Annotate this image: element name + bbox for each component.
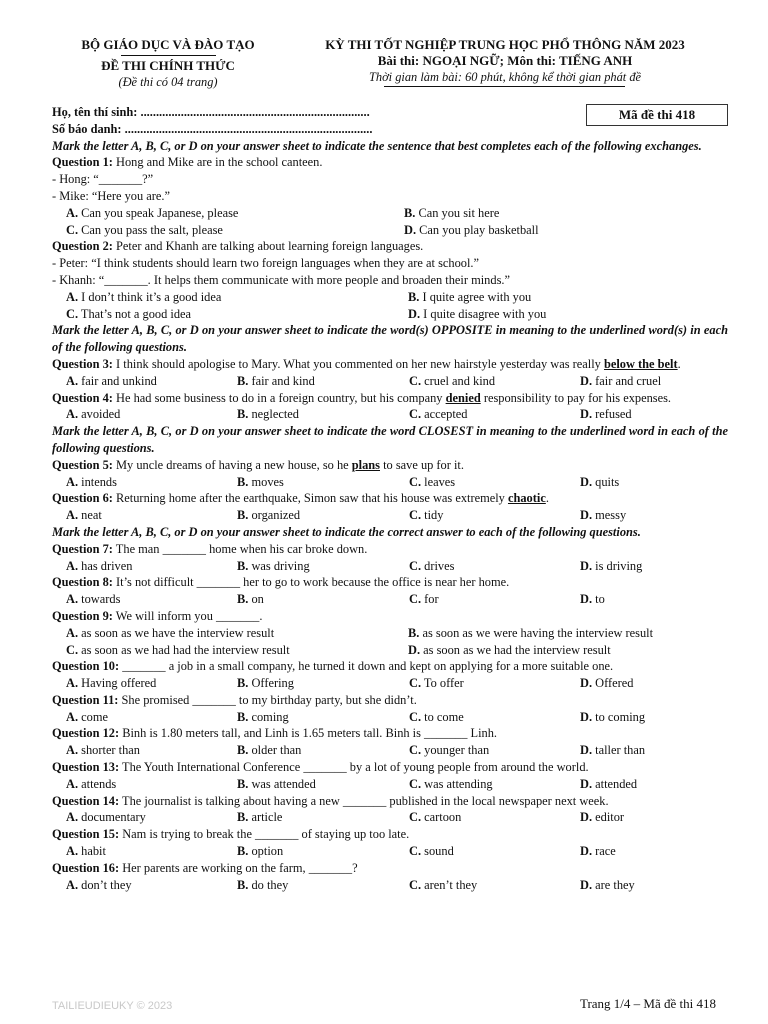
option-d: D. Can you play basketball bbox=[404, 222, 539, 237]
question-label: Question 2: bbox=[52, 239, 113, 254]
option-a: A. as soon as we have the interview result bbox=[66, 625, 275, 640]
options-row bbox=[52, 776, 728, 793]
option-b: B. was driving bbox=[237, 558, 310, 573]
options-row bbox=[52, 877, 728, 894]
option-d: D. attended bbox=[580, 776, 638, 791]
option-c: C. That’s not a good idea bbox=[66, 306, 192, 321]
underlined-word: below the belt bbox=[603, 356, 678, 371]
question-label: Question 13: bbox=[52, 760, 120, 775]
question-text: Peter and Khanh are talking about learning foreign languages. bbox=[112, 239, 424, 254]
option-c: C. for bbox=[409, 592, 439, 607]
question-11 bbox=[52, 692, 728, 709]
options-row bbox=[52, 843, 728, 860]
question-label: Question 4: bbox=[52, 390, 113, 405]
option-d: D. race bbox=[580, 844, 616, 859]
option-c: C. as soon as we had had the interview result bbox=[66, 642, 290, 657]
option-b: B. older than bbox=[237, 743, 302, 758]
options-row bbox=[52, 591, 728, 608]
question-text: The Youth International Conference _______ by a lot of young people from around the world. bbox=[119, 760, 589, 775]
instruction-opposite: Mark the letter A, B, C, or D on your answer sheet to indicate the word(s) OPPOSITE in meaning to the underlined word(s) in each of the following questions. bbox=[52, 323, 728, 355]
option-a: A. Can you speak Japanese, please bbox=[66, 205, 239, 220]
option-a: A. fair and unkind bbox=[66, 373, 157, 388]
option-c: C. accepted bbox=[409, 407, 468, 422]
exam-content bbox=[52, 104, 728, 893]
question-5: Question 5: My uncle dreams of having a new house, so he plans to save up for it. bbox=[52, 457, 464, 472]
question-text: Binh is 1.80 meters tall, and Linh is 1.65 meters tall. Binh is _______ Linh. bbox=[119, 726, 498, 741]
option-a: A. has driven bbox=[66, 558, 133, 573]
question-14 bbox=[52, 793, 728, 810]
option-b: B. Can you sit here bbox=[404, 205, 500, 220]
question-text: Her parents are working on the farm, _______? bbox=[119, 860, 358, 875]
options-row bbox=[52, 205, 728, 222]
option-d: D. fair and cruel bbox=[580, 373, 662, 388]
option-b: B. on bbox=[237, 592, 264, 607]
page-number: Trang 1/4 – Mã đề thi 418 bbox=[579, 996, 716, 1011]
option-a: A. avoided bbox=[66, 407, 121, 422]
option-c: C. Can you pass the salt, please bbox=[66, 222, 223, 237]
option-c: C. tidy bbox=[409, 508, 444, 523]
options-row bbox=[52, 809, 728, 826]
option-c: C. To offer bbox=[409, 676, 464, 691]
option-b: B. neglected bbox=[237, 407, 299, 422]
question-label: Question 7: bbox=[52, 541, 113, 556]
question-text: Hong and Mike are in the school canteen. bbox=[112, 155, 323, 170]
instruction-exchanges: Mark the letter A, B, C, or D on your answer sheet to indicate the sentence that best completes each of the following exchanges. bbox=[52, 138, 702, 153]
candidate-name-field: Họ, tên thí sinh: .......................................................................... bbox=[52, 105, 370, 119]
option-a: A. Having offered bbox=[66, 676, 157, 691]
options-row bbox=[52, 675, 728, 692]
option-c: C. drives bbox=[409, 558, 455, 573]
option-d: D. as soon as we had the interview result bbox=[408, 642, 611, 657]
question-label: Question 10: bbox=[52, 659, 120, 674]
exam-time: Thời gian làm bài: 60 phút, không kể thời gian phát đề bbox=[368, 70, 642, 84]
question-16 bbox=[52, 860, 728, 877]
option-d: D. to coming bbox=[580, 709, 646, 724]
instruction-closest: Mark the letter A, B, C, or D on your answer sheet to indicate the word CLOSEST in meaning to the underlined word in each of the following questions. bbox=[52, 424, 728, 455]
option-d: D. Offered bbox=[580, 676, 634, 691]
options-row bbox=[52, 709, 728, 726]
options-row bbox=[52, 625, 728, 642]
options-row bbox=[52, 507, 728, 524]
option-d: D. are they bbox=[580, 877, 635, 892]
options-row bbox=[52, 306, 728, 323]
option-c: C. leaves bbox=[409, 474, 456, 489]
options-row bbox=[52, 558, 728, 575]
dialogue-line: - Mike: “Here you are.” bbox=[52, 188, 170, 203]
options-row bbox=[52, 289, 728, 306]
question-text: Nam is trying to break the _______ of staying up too late. bbox=[119, 827, 410, 842]
question-text: It’s not difficult _______ her to go to work because the office is near her home. bbox=[112, 575, 510, 590]
question-1 bbox=[52, 154, 728, 171]
question-text: She promised _______ to my birthday party, but she didn’t. bbox=[118, 692, 417, 707]
question-label: Question 12: bbox=[52, 726, 120, 741]
options-row bbox=[52, 406, 728, 423]
option-b: B. do they bbox=[237, 877, 289, 892]
header-right bbox=[288, 36, 722, 87]
question-2 bbox=[52, 238, 728, 255]
option-c: C. cartoon bbox=[409, 810, 462, 825]
option-c: C. was attending bbox=[409, 776, 493, 791]
question-7 bbox=[52, 541, 728, 558]
pages-note: (Đề thi có 04 trang) bbox=[118, 75, 218, 89]
options-row bbox=[52, 642, 728, 659]
option-a: A. shorter than bbox=[66, 743, 140, 758]
option-a: A. come bbox=[66, 709, 108, 724]
option-d: D. taller than bbox=[580, 743, 646, 758]
question-label: Question 5: bbox=[52, 457, 113, 472]
option-a: A. towards bbox=[66, 592, 121, 607]
option-a: A. intends bbox=[66, 474, 117, 489]
option-b: B. article bbox=[237, 810, 283, 825]
option-c: C. cruel and kind bbox=[409, 373, 496, 388]
question-13 bbox=[52, 759, 728, 776]
options-row bbox=[52, 742, 728, 759]
option-b: B. fair and kind bbox=[237, 373, 315, 388]
header-left-rule bbox=[121, 55, 216, 56]
header-left bbox=[50, 36, 286, 90]
option-d: D. is driving bbox=[580, 558, 643, 573]
option-c: C. younger than bbox=[409, 743, 490, 758]
option-b: B. coming bbox=[237, 709, 289, 724]
question-text: _______ a job in a small company, he turned it down and kept on applying for a more suitable one. bbox=[119, 659, 614, 674]
question-3: Question 3: I think should apologise to Mary. What you commented on her new hairstyle yesterday was really below the belt. bbox=[52, 356, 681, 371]
option-c: C. aren’t they bbox=[409, 877, 478, 892]
option-b: B. organized bbox=[237, 508, 301, 523]
dialogue-line: - Hong: “_______?” bbox=[52, 172, 154, 187]
exam-title: KỲ THI TỐT NGHIỆP TRUNG HỌC PHỔ THÔNG NĂM 2023 bbox=[325, 37, 685, 52]
option-a: A. I don’t think it’s a good idea bbox=[66, 289, 222, 304]
options-row bbox=[52, 222, 728, 239]
official-label: ĐỀ THI CHÍNH THỨC bbox=[101, 58, 235, 73]
option-d: D. refused bbox=[580, 407, 632, 422]
option-b: B. moves bbox=[237, 474, 284, 489]
question-text: We will inform you _______. bbox=[112, 608, 263, 623]
option-d: D. messy bbox=[580, 508, 627, 523]
question-label: Question 15: bbox=[52, 827, 120, 842]
question-text: The man _______ home when his car broke down. bbox=[112, 541, 368, 556]
question-label: Question 11: bbox=[52, 692, 119, 707]
option-a: A. neat bbox=[66, 508, 102, 523]
question-label: Question 9: bbox=[52, 608, 113, 623]
question-12 bbox=[52, 725, 728, 742]
underlined-word: plans bbox=[351, 457, 380, 472]
option-a: A. attends bbox=[66, 776, 117, 791]
header-right-rule bbox=[384, 86, 625, 87]
question-15 bbox=[52, 826, 728, 843]
question-text: The journalist is talking about having a new _______ published in the local newspaper next week. bbox=[119, 793, 609, 808]
question-label: Question 6: bbox=[52, 491, 113, 506]
option-a: A. documentary bbox=[66, 810, 146, 825]
exam-code-box: Mã đề thi 418 bbox=[586, 104, 728, 126]
option-a: A. habit bbox=[66, 844, 106, 859]
options-row bbox=[52, 373, 728, 390]
watermark-text: TAILIEUDIEUKY © 2023 bbox=[52, 1000, 173, 1012]
instruction-correct-answer: Mark the letter A, B, C, or D on your answer sheet to indicate the correct answer to each of the following questions. bbox=[52, 524, 641, 539]
option-d: D. I quite disagree with you bbox=[408, 306, 547, 321]
question-10 bbox=[52, 658, 728, 675]
option-b: B. Offering bbox=[237, 676, 294, 691]
dialogue-line: - Khanh: “_______. It helps them communicate with more people and broaden their minds.” bbox=[52, 272, 510, 287]
question-6: Question 6: Returning home after the earthquake, Simon saw that his house was extremely chaotic. bbox=[52, 491, 549, 506]
question-label: Question 8: bbox=[52, 575, 113, 590]
dialogue-line: - Peter: “I think students should learn two foreign languages when they are at school.” bbox=[52, 256, 480, 271]
options-row bbox=[52, 474, 728, 491]
question-label: Question 1: bbox=[52, 155, 113, 170]
question-label: Question 3: bbox=[52, 356, 113, 371]
exam-subject: Bài thi: NGOẠI NGỮ; Môn thi: TIẾNG ANH bbox=[377, 53, 633, 68]
ministry-name: BỘ GIÁO DỤC VÀ ĐÀO TẠO bbox=[81, 37, 255, 52]
option-c: C. to come bbox=[409, 709, 464, 724]
option-d: D. quits bbox=[580, 474, 620, 489]
question-8 bbox=[52, 574, 728, 591]
underlined-word: denied bbox=[445, 390, 481, 405]
option-b: B. was attended bbox=[237, 776, 316, 791]
option-b: B. as soon as we were having the interview result bbox=[408, 625, 654, 640]
option-d: D. to bbox=[580, 592, 605, 607]
option-b: B. I quite agree with you bbox=[408, 289, 532, 304]
candidate-number-field: Số báo danh: ................................................................................ bbox=[52, 121, 373, 136]
underlined-word: chaotic bbox=[507, 491, 546, 506]
option-d: D. editor bbox=[580, 810, 625, 825]
option-b: B. option bbox=[237, 844, 284, 859]
option-a: A. don’t they bbox=[66, 877, 132, 892]
question-label: Question 14: bbox=[52, 793, 120, 808]
question-9 bbox=[52, 608, 728, 625]
option-c: C. sound bbox=[409, 844, 454, 859]
question-4: Question 4: He had some business to do in a foreign country, but his company denied responsibility to pay for his expenses. bbox=[52, 390, 672, 405]
question-label: Question 16: bbox=[52, 860, 120, 875]
